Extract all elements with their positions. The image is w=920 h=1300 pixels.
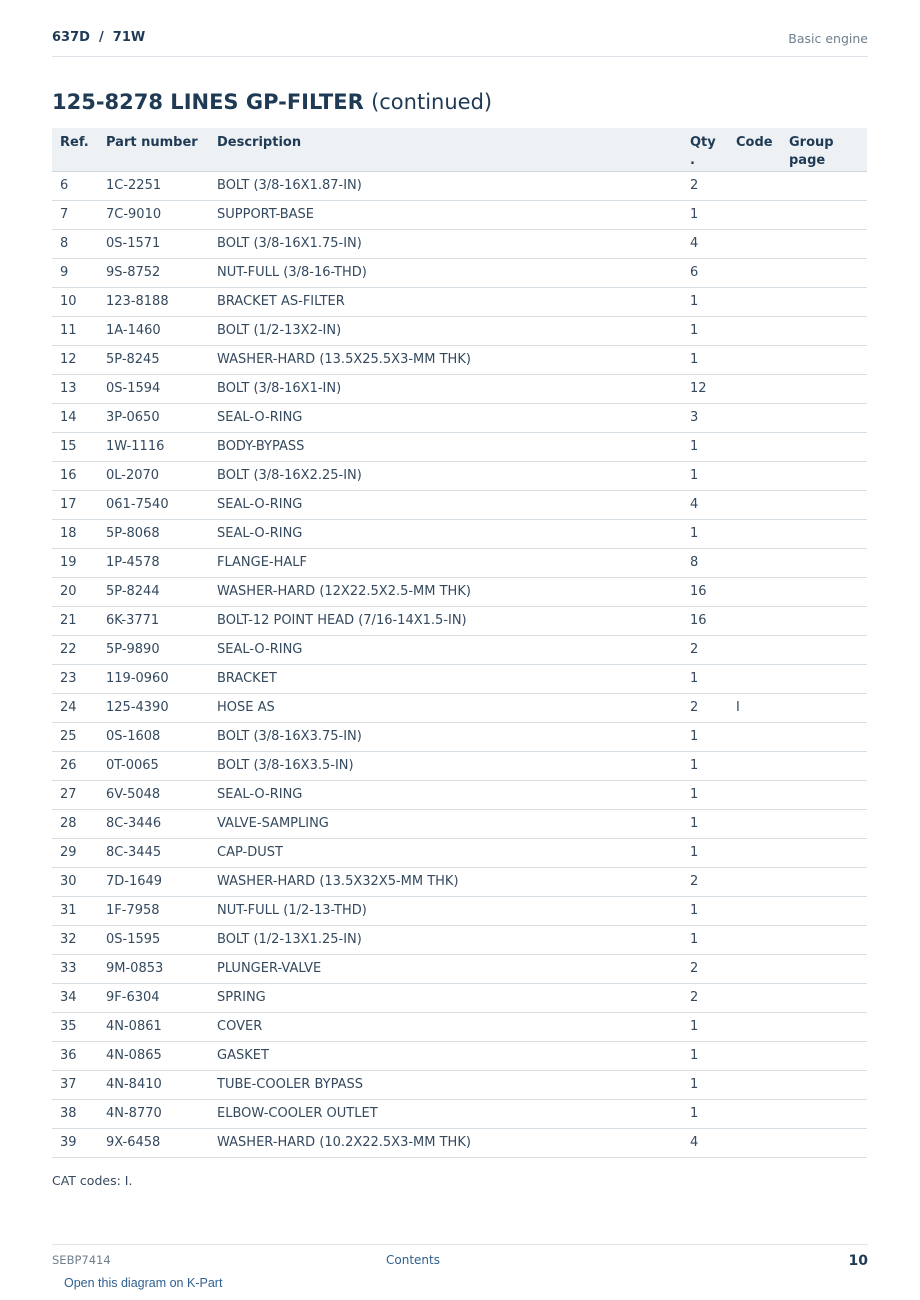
cell-ref: 10 <box>52 287 98 316</box>
cell-code <box>728 1012 781 1041</box>
cell-ref: 25 <box>52 722 98 751</box>
cell-ref: 11 <box>52 316 98 345</box>
cell-description: BRACKET <box>209 664 682 693</box>
cell-description: SEAL-O-RING <box>209 403 682 432</box>
cell-ref: 30 <box>52 867 98 896</box>
cell-qty: 1 <box>682 316 728 345</box>
cell-ref: 29 <box>52 838 98 867</box>
cell-code <box>728 200 781 229</box>
table-row <box>52 461 867 490</box>
cell-group-page <box>781 751 867 780</box>
table-row <box>52 258 867 287</box>
cell-qty: 4 <box>682 229 728 258</box>
cell-group-page <box>781 200 867 229</box>
cell-part-number: 5P-8068 <box>98 519 209 548</box>
cell-group-page <box>781 1012 867 1041</box>
table-row <box>52 229 867 258</box>
cell-description: SPRING <box>209 983 682 1012</box>
cell-qty: 1 <box>682 925 728 954</box>
cell-code <box>728 838 781 867</box>
cell-description: BOLT (3/8-16X3.5-IN) <box>209 751 682 780</box>
cell-group-page <box>781 1070 867 1099</box>
cell-part-number: 4N-0861 <box>98 1012 209 1041</box>
cell-code: I <box>728 693 781 722</box>
cell-ref: 18 <box>52 519 98 548</box>
cell-ref: 38 <box>52 1099 98 1128</box>
title-suffix: (continued) <box>371 90 493 114</box>
cell-qty: 1 <box>682 809 728 838</box>
cell-description: PLUNGER-VALVE <box>209 954 682 983</box>
cat-codes-note: CAT codes: I. <box>52 1173 133 1188</box>
section-label: Basic engine <box>788 31 868 46</box>
cell-qty: 2 <box>682 171 728 200</box>
cell-qty: 1 <box>682 1041 728 1070</box>
table-row <box>52 1041 867 1070</box>
table-row <box>52 722 867 751</box>
cell-qty: 1 <box>682 200 728 229</box>
document-id: SEBP7414 <box>52 1253 111 1267</box>
cell-code <box>728 867 781 896</box>
cell-qty: 3 <box>682 403 728 432</box>
cell-group-page <box>781 896 867 925</box>
cell-code <box>728 664 781 693</box>
page-title <box>52 90 492 114</box>
cell-description: BRACKET AS-FILTER <box>209 287 682 316</box>
cell-code <box>728 577 781 606</box>
cell-description: BODY-BYPASS <box>209 432 682 461</box>
cell-code <box>728 171 781 200</box>
cell-description: TUBE-COOLER BYPASS <box>209 1070 682 1099</box>
table-row <box>52 1012 867 1041</box>
cell-group-page <box>781 954 867 983</box>
header-part-number: Part number <box>98 128 209 171</box>
cell-description: CAP-DUST <box>209 838 682 867</box>
cell-part-number: 119-0960 <box>98 664 209 693</box>
cell-part-number: 125-4390 <box>98 693 209 722</box>
cell-ref: 39 <box>52 1128 98 1157</box>
cell-group-page <box>781 577 867 606</box>
table-row <box>52 519 867 548</box>
cell-group-page <box>781 925 867 954</box>
cell-qty: 1 <box>682 780 728 809</box>
cell-part-number: 3P-0650 <box>98 403 209 432</box>
table-row <box>52 635 867 664</box>
cell-qty: 1 <box>682 461 728 490</box>
table-row <box>52 1099 867 1128</box>
table-row <box>52 490 867 519</box>
table-row <box>52 693 867 722</box>
cell-code <box>728 954 781 983</box>
cell-group-page <box>781 403 867 432</box>
cell-group-page <box>781 490 867 519</box>
cell-part-number: 1A-1460 <box>98 316 209 345</box>
cell-qty: 1 <box>682 432 728 461</box>
cell-ref: 22 <box>52 635 98 664</box>
table-row <box>52 780 867 809</box>
cell-part-number: 4N-8770 <box>98 1099 209 1128</box>
cell-part-number: 6K-3771 <box>98 606 209 635</box>
cell-ref: 9 <box>52 258 98 287</box>
cell-code <box>728 461 781 490</box>
cell-code <box>728 519 781 548</box>
cell-code <box>728 258 781 287</box>
cell-qty: 4 <box>682 490 728 519</box>
cell-description: NUT-FULL (3/8-16-THD) <box>209 258 682 287</box>
cell-ref: 15 <box>52 432 98 461</box>
cell-ref: 35 <box>52 1012 98 1041</box>
cell-ref: 33 <box>52 954 98 983</box>
cell-qty: 1 <box>682 664 728 693</box>
cell-code <box>728 1070 781 1099</box>
cell-group-page <box>781 519 867 548</box>
table-row <box>52 374 867 403</box>
cell-description: BOLT (3/8-16X3.75-IN) <box>209 722 682 751</box>
cell-part-number: 0T-0065 <box>98 751 209 780</box>
header-ref: Ref. <box>52 128 98 171</box>
cell-qty: 1 <box>682 345 728 374</box>
cell-description: COVER <box>209 1012 682 1041</box>
cell-code <box>728 1099 781 1128</box>
table-row <box>52 867 867 896</box>
cell-qty: 1 <box>682 838 728 867</box>
cell-code <box>728 896 781 925</box>
cell-qty: 12 <box>682 374 728 403</box>
contents-link[interactable]: Contents <box>386 1253 440 1267</box>
table-row <box>52 751 867 780</box>
cell-qty: 1 <box>682 1012 728 1041</box>
cell-part-number: 5P-8245 <box>98 345 209 374</box>
cell-qty: 2 <box>682 635 728 664</box>
cell-qty: 1 <box>682 722 728 751</box>
cell-code <box>728 1041 781 1070</box>
cell-code <box>728 925 781 954</box>
cell-description: SEAL-O-RING <box>209 519 682 548</box>
cell-ref: 27 <box>52 780 98 809</box>
cell-part-number: 0L-2070 <box>98 461 209 490</box>
cell-part-number: 4N-8410 <box>98 1070 209 1099</box>
kpart-diagram-link[interactable]: Open this diagram on K-Part <box>64 1276 223 1290</box>
table-row <box>52 403 867 432</box>
cell-code <box>728 229 781 258</box>
cell-description: GASKET <box>209 1041 682 1070</box>
cell-part-number: 9S-8752 <box>98 258 209 287</box>
cell-ref: 6 <box>52 171 98 200</box>
cell-code <box>728 983 781 1012</box>
cell-code <box>728 432 781 461</box>
table-row <box>52 316 867 345</box>
cell-code <box>728 374 781 403</box>
cell-group-page <box>781 432 867 461</box>
cell-description: SUPPORT-BASE <box>209 200 682 229</box>
cell-qty: 1 <box>682 751 728 780</box>
table-row <box>52 548 867 577</box>
cell-group-page <box>781 374 867 403</box>
header-code: Code <box>728 128 781 171</box>
cell-part-number: 5P-8244 <box>98 577 209 606</box>
cell-ref: 19 <box>52 548 98 577</box>
cell-group-page <box>781 316 867 345</box>
cell-description: BOLT (3/8-16X1.87-IN) <box>209 171 682 200</box>
cell-group-page <box>781 606 867 635</box>
table-row <box>52 171 867 200</box>
cell-description: BOLT-12 POINT HEAD (7/16-14X1.5-IN) <box>209 606 682 635</box>
cell-code <box>728 635 781 664</box>
table-row <box>52 200 867 229</box>
cell-description: SEAL-O-RING <box>209 635 682 664</box>
parts-table <box>52 128 867 1158</box>
table-row <box>52 1128 867 1157</box>
cell-qty: 16 <box>682 577 728 606</box>
cell-code <box>728 1128 781 1157</box>
table-header-row <box>52 128 867 171</box>
cell-qty: 1 <box>682 896 728 925</box>
cell-group-page <box>781 722 867 751</box>
table-row <box>52 287 867 316</box>
cell-qty: 6 <box>682 258 728 287</box>
cell-group-page <box>781 345 867 374</box>
cell-part-number: 9X-6458 <box>98 1128 209 1157</box>
cell-qty: 1 <box>682 1070 728 1099</box>
cell-ref: 13 <box>52 374 98 403</box>
cell-code <box>728 606 781 635</box>
table-row <box>52 1070 867 1099</box>
cell-description: BOLT (1/2-13X1.25-IN) <box>209 925 682 954</box>
table-row <box>52 577 867 606</box>
cell-description: WASHER-HARD (13.5X32X5-MM THK) <box>209 867 682 896</box>
cell-ref: 31 <box>52 896 98 925</box>
cell-group-page <box>781 809 867 838</box>
cell-qty: 2 <box>682 954 728 983</box>
cell-group-page <box>781 664 867 693</box>
cell-qty: 16 <box>682 606 728 635</box>
cell-qty: 4 <box>682 1128 728 1157</box>
cell-part-number: 1W-1116 <box>98 432 209 461</box>
cell-code <box>728 722 781 751</box>
cell-group-page <box>781 548 867 577</box>
cell-ref: 14 <box>52 403 98 432</box>
cell-part-number: 0S-1594 <box>98 374 209 403</box>
cell-description: BOLT (3/8-16X1.75-IN) <box>209 229 682 258</box>
header-description: Description <box>209 128 682 171</box>
page-footer <box>52 1244 868 1275</box>
cell-group-page <box>781 1099 867 1128</box>
cell-group-page <box>781 1128 867 1157</box>
cell-part-number: 9F-6304 <box>98 983 209 1012</box>
table-row <box>52 896 867 925</box>
table-row <box>52 345 867 374</box>
cell-group-page <box>781 838 867 867</box>
cell-code <box>728 548 781 577</box>
cell-group-page <box>781 171 867 200</box>
cell-ref: 21 <box>52 606 98 635</box>
cell-code <box>728 490 781 519</box>
cell-ref: 8 <box>52 229 98 258</box>
header-group-page: Group page <box>781 128 867 171</box>
cell-description: NUT-FULL (1/2-13-THD) <box>209 896 682 925</box>
page-number: 10 <box>848 1253 868 1269</box>
cell-part-number: 6V-5048 <box>98 780 209 809</box>
cell-description: HOSE AS <box>209 693 682 722</box>
cell-group-page <box>781 1041 867 1070</box>
cell-ref: 28 <box>52 809 98 838</box>
cell-ref: 12 <box>52 345 98 374</box>
cell-description: BOLT (3/8-16X1-IN) <box>209 374 682 403</box>
cell-group-page <box>781 693 867 722</box>
cell-qty: 1 <box>682 519 728 548</box>
cell-qty: 8 <box>682 548 728 577</box>
cell-qty: 2 <box>682 983 728 1012</box>
header-qty: Qty . <box>682 128 728 171</box>
table-row <box>52 432 867 461</box>
table-row <box>52 925 867 954</box>
table-row <box>52 838 867 867</box>
cell-ref: 34 <box>52 983 98 1012</box>
cell-part-number: 0S-1608 <box>98 722 209 751</box>
cell-part-number: 123-8188 <box>98 287 209 316</box>
cell-description: WASHER-HARD (13.5X25.5X3-MM THK) <box>209 345 682 374</box>
cell-ref: 26 <box>52 751 98 780</box>
cell-part-number: 1F-7958 <box>98 896 209 925</box>
cell-description: SEAL-O-RING <box>209 780 682 809</box>
table-row <box>52 809 867 838</box>
cell-description: FLANGE-HALF <box>209 548 682 577</box>
cell-part-number: 0S-1571 <box>98 229 209 258</box>
parts-table-body <box>52 171 867 1157</box>
cell-part-number: 0S-1595 <box>98 925 209 954</box>
cell-description: SEAL-O-RING <box>209 490 682 519</box>
cell-part-number: 4N-0865 <box>98 1041 209 1070</box>
cell-code <box>728 780 781 809</box>
cell-code <box>728 809 781 838</box>
page-header <box>52 26 868 57</box>
cell-ref: 24 <box>52 693 98 722</box>
cell-part-number: 7D-1649 <box>98 867 209 896</box>
cell-part-number: 8C-3446 <box>98 809 209 838</box>
cell-group-page <box>781 229 867 258</box>
cell-group-page <box>781 983 867 1012</box>
cell-part-number: 5P-9890 <box>98 635 209 664</box>
cell-group-page <box>781 461 867 490</box>
cell-ref: 16 <box>52 461 98 490</box>
cell-ref: 32 <box>52 925 98 954</box>
cell-qty: 1 <box>682 1099 728 1128</box>
cell-ref: 37 <box>52 1070 98 1099</box>
cell-ref: 20 <box>52 577 98 606</box>
cell-part-number: 7C-9010 <box>98 200 209 229</box>
table-row <box>52 954 867 983</box>
cell-description: WASHER-HARD (10.2X22.5X3-MM THK) <box>209 1128 682 1157</box>
cell-code <box>728 316 781 345</box>
model-label: 637D / 71W <box>52 30 146 45</box>
cell-qty: 1 <box>682 287 728 316</box>
table-row <box>52 606 867 635</box>
cell-description: VALVE-SAMPLING <box>209 809 682 838</box>
cell-part-number: 1P-4578 <box>98 548 209 577</box>
cell-description: BOLT (3/8-16X2.25-IN) <box>209 461 682 490</box>
cell-qty: 2 <box>682 693 728 722</box>
cell-part-number: 1C-2251 <box>98 171 209 200</box>
cell-description: BOLT (1/2-13X2-IN) <box>209 316 682 345</box>
cell-code <box>728 287 781 316</box>
cell-group-page <box>781 867 867 896</box>
cell-description: WASHER-HARD (12X22.5X2.5-MM THK) <box>209 577 682 606</box>
cell-ref: 36 <box>52 1041 98 1070</box>
cell-code <box>728 751 781 780</box>
cell-group-page <box>781 287 867 316</box>
cell-ref: 7 <box>52 200 98 229</box>
table-row <box>52 983 867 1012</box>
cell-description: ELBOW-COOLER OUTLET <box>209 1099 682 1128</box>
cell-group-page <box>781 635 867 664</box>
group-title: 125-8278 LINES GP-FILTER <box>52 90 364 114</box>
cell-code <box>728 403 781 432</box>
cell-qty: 2 <box>682 867 728 896</box>
cell-group-page <box>781 780 867 809</box>
cell-code <box>728 345 781 374</box>
cell-ref: 23 <box>52 664 98 693</box>
cell-part-number: 8C-3445 <box>98 838 209 867</box>
table-row <box>52 664 867 693</box>
cell-part-number: 061-7540 <box>98 490 209 519</box>
cell-part-number: 9M-0853 <box>98 954 209 983</box>
cell-ref: 17 <box>52 490 98 519</box>
cell-group-page <box>781 258 867 287</box>
